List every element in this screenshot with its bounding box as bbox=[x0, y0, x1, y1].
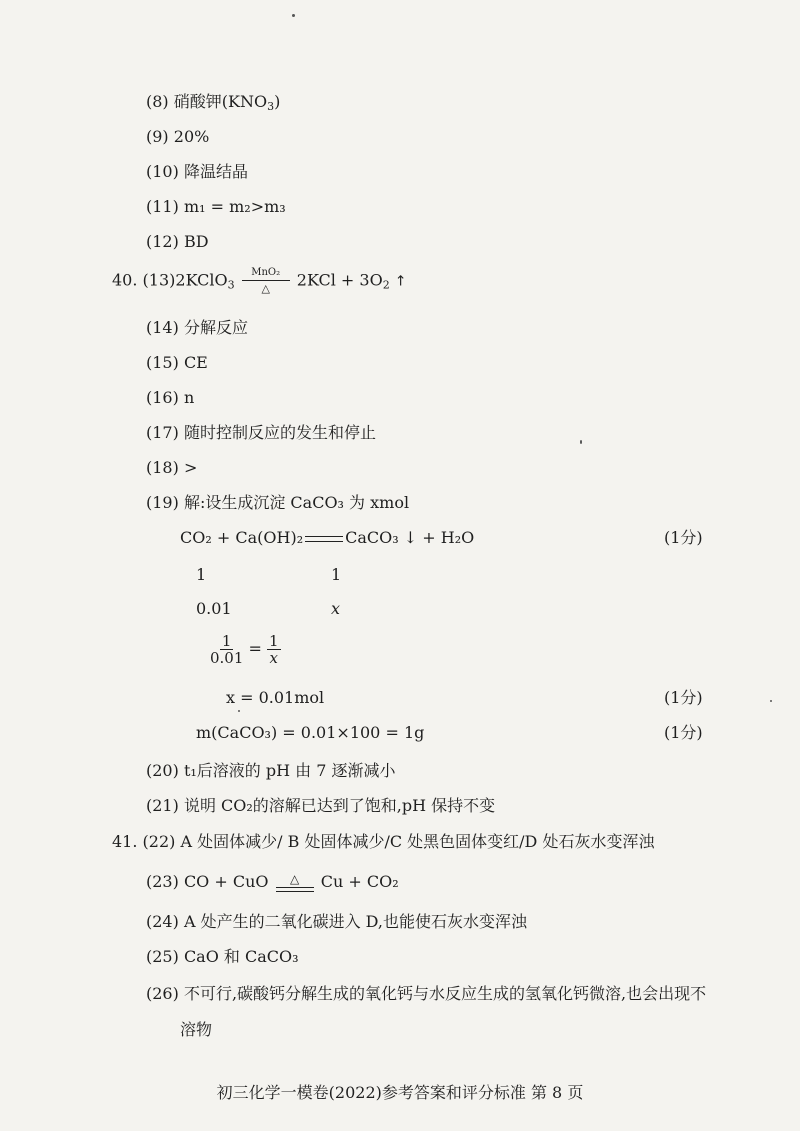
equation-rhs: Cu + CO₂ bbox=[320, 872, 399, 891]
ratio-right: 1 bbox=[331, 565, 342, 584]
item-number: (24) bbox=[146, 912, 179, 931]
item-number: (21) bbox=[146, 796, 179, 815]
ratio-right: x bbox=[331, 599, 341, 618]
answer-9 bbox=[146, 127, 209, 147]
question-number: 41. bbox=[112, 832, 138, 851]
answer-text: m₁ = m₂>m₃ bbox=[183, 197, 286, 216]
answer-14 bbox=[146, 318, 248, 338]
equals-sign: = bbox=[248, 639, 262, 658]
equation-rhs: 2KCl + 3O bbox=[296, 270, 383, 290]
answer-text: 解:设生成沉淀 CaCO₃ 为 xmol bbox=[183, 493, 410, 512]
item-number: (14) bbox=[146, 318, 179, 337]
equation-19 bbox=[180, 528, 474, 548]
equals-bar bbox=[305, 536, 343, 542]
answer-text: A 处产生的二氧化碳进入 D,也能使石灰水变浑浊 bbox=[183, 912, 528, 931]
equation-product: CaCO₃ bbox=[345, 528, 399, 547]
answer-10 bbox=[146, 162, 248, 182]
answer-text: > bbox=[183, 458, 198, 477]
answer-12 bbox=[146, 232, 209, 252]
item-number: (25) bbox=[146, 947, 179, 966]
answer-23 bbox=[146, 872, 399, 892]
item-number: (20) bbox=[146, 761, 179, 780]
score-mark: (1分) bbox=[664, 723, 703, 742]
answer-text: 不可行,碳酸钙分解生成的氧化钙与水反应生成的氢氧化钙微溶,也会出现不 bbox=[183, 984, 707, 1003]
score-mark: (1分) bbox=[664, 688, 703, 707]
answer-19 bbox=[146, 493, 409, 513]
equation-lhs: 2KClO bbox=[175, 270, 228, 290]
speck bbox=[770, 700, 772, 702]
answer-text: 20% bbox=[173, 127, 210, 146]
reaction-condition bbox=[242, 268, 290, 294]
answer-24 bbox=[146, 912, 527, 932]
answer-text: 硝酸钾(KNO bbox=[173, 92, 268, 111]
item-number: (11) bbox=[146, 197, 179, 216]
fraction-left bbox=[210, 633, 243, 666]
item-number: (16) bbox=[146, 388, 179, 407]
speck bbox=[292, 14, 295, 17]
speck bbox=[238, 710, 240, 712]
answer-15 bbox=[146, 353, 208, 373]
equation-lhs: CO₂ + Ca(OH)₂ bbox=[180, 528, 304, 547]
question-41 bbox=[112, 832, 654, 852]
speck bbox=[580, 440, 582, 444]
denominator: 0.01 bbox=[210, 649, 244, 667]
item-number: (10) bbox=[146, 162, 179, 181]
item-number: (12) bbox=[146, 232, 179, 251]
answer-text: 降温结晶 bbox=[183, 162, 248, 181]
answer-text: t₁后溶液的 pH 由 7 逐渐减小 bbox=[183, 761, 396, 780]
answer-text: CaO 和 CaCO₃ bbox=[183, 947, 299, 966]
answer-18 bbox=[146, 458, 197, 478]
answer-16 bbox=[146, 388, 194, 408]
answer-20 bbox=[146, 761, 396, 781]
subscript: 3 bbox=[227, 278, 235, 292]
item-number: (17) bbox=[146, 423, 179, 442]
question-40-equation bbox=[112, 268, 407, 296]
answer-text: 随时控制反应的发生和停止 bbox=[183, 423, 376, 442]
reaction-bar bbox=[276, 891, 314, 892]
answer-26 bbox=[146, 984, 706, 1004]
fraction-right bbox=[267, 633, 281, 666]
item-number: (9) bbox=[146, 127, 169, 146]
answer-11 bbox=[146, 197, 286, 217]
subscript: 2 bbox=[382, 278, 390, 292]
item-number: (22) bbox=[142, 832, 176, 851]
numerator: 1 bbox=[221, 632, 232, 650]
item-number: (18) bbox=[146, 458, 179, 477]
answer-21 bbox=[146, 796, 495, 816]
reaction-bar bbox=[276, 887, 314, 888]
item-number: (15) bbox=[146, 353, 179, 372]
equation-rhs: ↓ + H₂O bbox=[403, 528, 475, 547]
proportion bbox=[210, 633, 281, 666]
answer-text: 分解反应 bbox=[183, 318, 248, 337]
item-number: (23) bbox=[146, 872, 179, 891]
answer-text: BD bbox=[183, 232, 209, 251]
question-number: 40. bbox=[112, 270, 138, 290]
gas-arrow-icon: ↑ bbox=[394, 273, 407, 290]
answer-25 bbox=[146, 947, 299, 967]
denominator: x bbox=[269, 649, 278, 667]
subscript: 3 bbox=[267, 100, 275, 113]
mass-calculation: m(CaCO₃) = 0.01×100 = 1g bbox=[196, 723, 425, 742]
equation-lhs: CO + CuO bbox=[183, 872, 269, 891]
reaction-condition bbox=[276, 873, 314, 892]
answer-text-continued: 溶物 bbox=[180, 1020, 213, 1039]
item-number: (13) bbox=[142, 270, 176, 290]
ratio-left: 1 bbox=[196, 565, 207, 584]
answer-text: CE bbox=[183, 353, 208, 372]
page-footer: 初三化学一模卷(2022)参考答案和评分标准 第 8 页 bbox=[216, 1083, 584, 1102]
x-value: x = 0.01mol bbox=[226, 688, 325, 707]
reaction-bar bbox=[242, 280, 290, 281]
score-mark: (1分) bbox=[664, 528, 703, 547]
numerator: 1 bbox=[269, 632, 279, 650]
ratio-left: 0.01 bbox=[196, 599, 232, 618]
item-number: (19) bbox=[146, 493, 179, 512]
item-number: (8) bbox=[146, 92, 169, 111]
answer-8 bbox=[146, 92, 280, 117]
answer-text-end: ) bbox=[274, 92, 281, 111]
catalyst-label: MnO₂ bbox=[251, 267, 281, 278]
answer-text: 说明 CO₂的溶解已达到了饱和,pH 保持不变 bbox=[183, 796, 496, 815]
heat-symbol: △ bbox=[261, 282, 270, 295]
heat-symbol: △ bbox=[290, 872, 300, 886]
answer-17 bbox=[146, 423, 376, 443]
answer-text: A 处固体减少/ B 处固体减少/C 处黑色固体变红/D 处石灰水变浑浊 bbox=[180, 832, 655, 851]
item-number: (26) bbox=[146, 984, 179, 1003]
answer-text: n bbox=[183, 388, 195, 407]
